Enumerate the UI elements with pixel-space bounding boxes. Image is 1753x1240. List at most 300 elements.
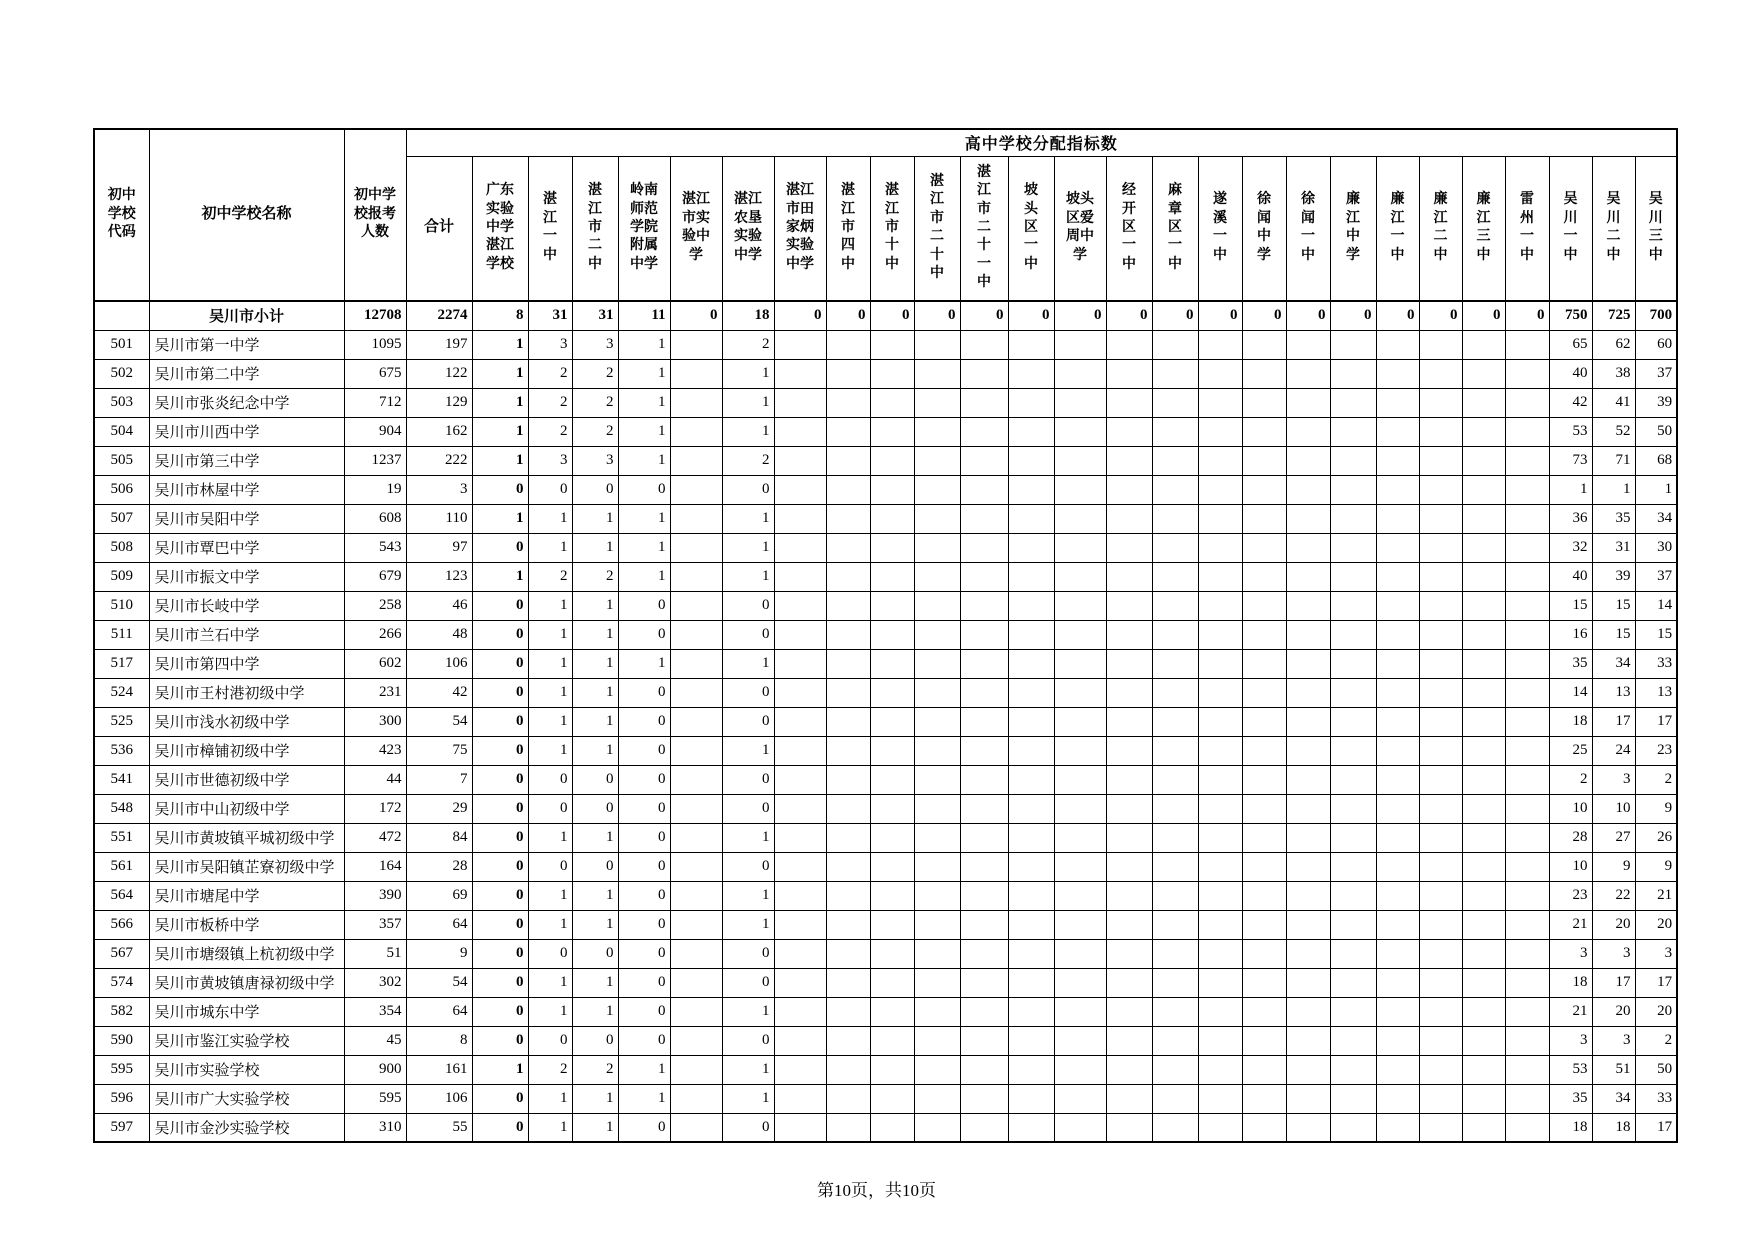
quota-cell [960, 823, 1008, 852]
quota-cell: 17 [1592, 968, 1635, 997]
school-name-cell: 吴川市林屋中学 [149, 475, 344, 504]
quota-cell [1106, 1113, 1152, 1142]
quota-cell: 0 [618, 678, 670, 707]
quota-cell: 0 [528, 765, 572, 794]
quota-cell: 1 [572, 881, 618, 910]
school-code-cell: 597 [94, 1113, 149, 1142]
quota-cell [1330, 678, 1376, 707]
quota-cell [1106, 1055, 1152, 1084]
quota-cell: 0 [1242, 301, 1286, 330]
quota-cell [1419, 736, 1462, 765]
quota-cell: 0 [1419, 301, 1462, 330]
quota-cell: 60 [1635, 330, 1677, 359]
table-row [94, 1026, 1677, 1055]
quota-cell: 16 [1549, 620, 1592, 649]
quota-cell: 34 [1592, 1084, 1635, 1113]
quota-cell [670, 649, 722, 678]
quota-cell [1152, 359, 1198, 388]
quota-cell [960, 1084, 1008, 1113]
quota-cell [1152, 736, 1198, 765]
quota-cell: 35 [1549, 649, 1592, 678]
quota-cell: 0 [618, 707, 670, 736]
column-header-school [618, 156, 670, 301]
quota-cell [1376, 997, 1419, 1026]
quota-cell: 1 [472, 1055, 528, 1084]
quota-cell: 1 [528, 968, 572, 997]
applicants-cell: 675 [344, 359, 406, 388]
quota-cell: 222 [406, 446, 472, 475]
quota-cell [1008, 504, 1054, 533]
quota-cell [870, 475, 914, 504]
quota-cell [1054, 649, 1106, 678]
school-name-cell: 吴川市实验学校 [149, 1055, 344, 1084]
quota-cell [914, 446, 960, 475]
quota-cell [1505, 562, 1549, 591]
quota-cell [1008, 765, 1054, 794]
quota-cell [1198, 475, 1242, 504]
column-header-school-label: 岭南师范学院附属中学 [630, 183, 658, 272]
quota-cell [1152, 794, 1198, 823]
applicants-cell: 300 [344, 707, 406, 736]
quota-cell: 0 [1376, 301, 1419, 330]
quota-cell [1419, 591, 1462, 620]
column-header-school-label: 吴川一中 [1563, 192, 1578, 263]
quota-cell [1286, 852, 1330, 881]
quota-cell: 1 [572, 533, 618, 562]
quota-cell [1106, 794, 1152, 823]
quota-cell: 18 [1549, 1113, 1592, 1142]
quota-cell: 0 [472, 707, 528, 736]
quota-cell: 0 [572, 794, 618, 823]
quota-cell: 110 [406, 504, 472, 533]
quota-cell [1505, 794, 1549, 823]
quota-cell [870, 939, 914, 968]
quota-cell: 38 [1592, 359, 1635, 388]
quota-cell: 0 [618, 997, 670, 1026]
quota-cell [1152, 562, 1198, 591]
quota-cell [1505, 1113, 1549, 1142]
column-header-school-label: 廉江中学 [1346, 192, 1360, 263]
quota-cell [1106, 620, 1152, 649]
quota-cell [1054, 707, 1106, 736]
quota-cell: 31 [1592, 533, 1635, 562]
school-name-cell: 吴川市吴阳中学 [149, 504, 344, 533]
quota-cell: 25 [1549, 736, 1592, 765]
quota-cell [1462, 823, 1505, 852]
quota-cell [1106, 939, 1152, 968]
quota-cell [774, 765, 826, 794]
quota-cell [1106, 881, 1152, 910]
quota-cell: 700 [1635, 301, 1677, 330]
quota-cell [1286, 823, 1330, 852]
quota-cell [1505, 649, 1549, 678]
quota-cell [670, 446, 722, 475]
quota-cell: 64 [406, 910, 472, 939]
quota-cell [1330, 997, 1376, 1026]
quota-cell [826, 910, 870, 939]
quota-cell [1462, 910, 1505, 939]
quota-cell [1242, 852, 1286, 881]
quota-cell [1152, 707, 1198, 736]
column-header-school-label: 湛江市十中 [885, 183, 899, 272]
quota-cell: 0 [472, 1026, 528, 1055]
quota-cell [1419, 1055, 1462, 1084]
quota-cell [1198, 736, 1242, 765]
quota-cell: 3 [1549, 1026, 1592, 1055]
quota-cell [670, 359, 722, 388]
quota-cell [1054, 1055, 1106, 1084]
quota-cell [826, 649, 870, 678]
quota-cell [1198, 330, 1242, 359]
quota-cell [1008, 678, 1054, 707]
table-row [94, 823, 1677, 852]
quota-cell [870, 678, 914, 707]
quota-cell [1152, 1026, 1198, 1055]
quota-cell: 3 [1592, 939, 1635, 968]
quota-cell: 9 [406, 939, 472, 968]
quota-cell [1419, 968, 1462, 997]
quota-cell [1286, 475, 1330, 504]
school-name-cell: 吴川市第四中学 [149, 649, 344, 678]
quota-cell [826, 794, 870, 823]
column-header-school-label: 廉江一中 [1390, 192, 1405, 263]
quota-cell: 0 [722, 620, 774, 649]
quota-cell: 0 [472, 794, 528, 823]
quota-cell [1242, 997, 1286, 1026]
applicants-cell: 51 [344, 939, 406, 968]
quota-cell [1106, 823, 1152, 852]
quota-cell: 0 [618, 1026, 670, 1055]
quota-cell [826, 330, 870, 359]
quota-cell [826, 707, 870, 736]
quota-cell [1419, 794, 1462, 823]
quota-cell: 0 [914, 301, 960, 330]
quota-cell: 2 [528, 562, 572, 591]
quota-cell [1286, 446, 1330, 475]
quota-cell: 32 [1549, 533, 1592, 562]
quota-cell [1198, 852, 1242, 881]
quota-cell [1462, 852, 1505, 881]
quota-cell [826, 591, 870, 620]
quota-cell [1376, 968, 1419, 997]
quota-cell [960, 707, 1008, 736]
quota-cell [774, 736, 826, 765]
column-header-school-label: 湛江市四中 [841, 183, 855, 272]
quota-cell [960, 968, 1008, 997]
quota-cell [826, 446, 870, 475]
quota-cell [1008, 388, 1054, 417]
quota-cell [826, 852, 870, 881]
school-code-cell: 536 [94, 736, 149, 765]
quota-cell [914, 852, 960, 881]
column-header-school-label: 坡头区爱周中学 [1066, 192, 1094, 263]
quota-cell: 0 [572, 1026, 618, 1055]
column-header-school [1152, 156, 1198, 301]
column-header-school [572, 156, 618, 301]
quota-cell: 1 [618, 504, 670, 533]
quota-cell: 1 [722, 359, 774, 388]
quota-cell [1054, 910, 1106, 939]
header-school-name [149, 129, 344, 301]
school-name-cell: 吴川市第三中学 [149, 446, 344, 475]
quota-cell [670, 794, 722, 823]
column-header-school-label: 湛江市田家炳实验中学 [786, 183, 814, 272]
quota-cell: 1 [528, 736, 572, 765]
quota-cell [914, 330, 960, 359]
quota-cell [1198, 707, 1242, 736]
quota-cell [960, 649, 1008, 678]
table-row [94, 417, 1677, 446]
quota-cell [914, 417, 960, 446]
quota-cell [1152, 388, 1198, 417]
quota-cell: 55 [406, 1113, 472, 1142]
quota-cell [1198, 939, 1242, 968]
quota-cell [1152, 968, 1198, 997]
table-row [94, 794, 1677, 823]
quota-cell [774, 707, 826, 736]
quota-cell: 1 [722, 736, 774, 765]
quota-cell [1419, 533, 1462, 562]
quota-cell [1198, 1055, 1242, 1084]
school-name-cell: 吴川市世德初级中学 [149, 765, 344, 794]
quota-cell [1419, 475, 1462, 504]
quota-cell: 46 [406, 591, 472, 620]
quota-cell [1054, 475, 1106, 504]
school-code-cell: 501 [94, 330, 149, 359]
quota-cell: 3 [528, 446, 572, 475]
applicants-cell: 679 [344, 562, 406, 591]
quota-cell: 0 [1152, 301, 1198, 330]
quota-cell [1462, 997, 1505, 1026]
quota-cell: 1 [722, 417, 774, 446]
quota-cell [1008, 562, 1054, 591]
quota-cell [1198, 997, 1242, 1026]
quota-cell: 0 [722, 852, 774, 881]
quota-cell [1286, 968, 1330, 997]
quota-cell [1286, 649, 1330, 678]
quota-cell [1330, 533, 1376, 562]
quota-cell [1242, 678, 1286, 707]
quota-cell [914, 707, 960, 736]
quota-cell [1054, 997, 1106, 1026]
quota-cell [1198, 1084, 1242, 1113]
applicants-cell: 900 [344, 1055, 406, 1084]
column-header-school [1462, 156, 1505, 301]
quota-cell: 11 [618, 301, 670, 330]
quota-cell: 0 [618, 591, 670, 620]
quota-cell [870, 1055, 914, 1084]
quota-cell [1330, 475, 1376, 504]
quota-cell [670, 736, 722, 765]
quota-cell: 2 [1635, 765, 1677, 794]
quota-cell: 1 [572, 1084, 618, 1113]
quota-cell [1286, 562, 1330, 591]
quota-cell: 54 [406, 707, 472, 736]
quota-cell: 1 [572, 678, 618, 707]
quota-cell: 1 [572, 910, 618, 939]
quota-cell [826, 562, 870, 591]
quota-cell [774, 910, 826, 939]
quota-cell: 39 [1635, 388, 1677, 417]
quota-cell: 0 [722, 968, 774, 997]
quota-cell: 1 [572, 620, 618, 649]
quota-cell [960, 1055, 1008, 1084]
school-name-cell: 吴川市川西中学 [149, 417, 344, 446]
quota-cell: 0 [572, 765, 618, 794]
quota-cell: 0 [472, 939, 528, 968]
quota-cell [914, 649, 960, 678]
quota-cell [1376, 794, 1419, 823]
quota-allocation-table [93, 128, 1678, 1143]
quota-cell [1286, 1055, 1330, 1084]
quota-cell [960, 765, 1008, 794]
quota-cell: 1 [528, 881, 572, 910]
school-name-cell: 吴川市兰石中学 [149, 620, 344, 649]
quota-cell [1008, 620, 1054, 649]
quota-cell [1054, 823, 1106, 852]
quota-cell [1330, 388, 1376, 417]
quota-cell [826, 620, 870, 649]
quota-cell [826, 997, 870, 1026]
quota-cell [1106, 852, 1152, 881]
quota-cell: 15 [1635, 620, 1677, 649]
quota-cell [826, 1084, 870, 1113]
quota-cell: 41 [1592, 388, 1635, 417]
quota-cell: 2 [572, 562, 618, 591]
quota-cell [1054, 388, 1106, 417]
quota-cell [1054, 968, 1106, 997]
quota-cell [1106, 562, 1152, 591]
quota-cell: 7 [406, 765, 472, 794]
header-school-code-label: 初中学校代码 [107, 188, 136, 241]
quota-cell [1505, 417, 1549, 446]
quota-cell: 84 [406, 823, 472, 852]
quota-cell: 1 [472, 330, 528, 359]
table-row [94, 591, 1677, 620]
applicants-cell: 423 [344, 736, 406, 765]
quota-cell [1198, 417, 1242, 446]
quota-cell [1106, 417, 1152, 446]
school-name-cell: 吴川市浅水初级中学 [149, 707, 344, 736]
quota-cell [670, 939, 722, 968]
quota-cell: 0 [472, 736, 528, 765]
column-header-school [1242, 156, 1286, 301]
quota-cell [1330, 562, 1376, 591]
quota-cell: 1 [618, 533, 670, 562]
applicants-cell: 1095 [344, 330, 406, 359]
quota-cell: 122 [406, 359, 472, 388]
quota-cell: 33 [1635, 649, 1677, 678]
quota-cell [1008, 736, 1054, 765]
quota-cell [1505, 997, 1549, 1026]
quota-cell [1242, 794, 1286, 823]
quota-cell [1462, 388, 1505, 417]
quota-cell [1242, 707, 1286, 736]
school-name-cell: 吴川市鉴江实验学校 [149, 1026, 344, 1055]
quota-cell: 1 [528, 591, 572, 620]
quota-cell [1330, 910, 1376, 939]
quota-cell [1106, 504, 1152, 533]
quota-cell [1106, 1026, 1152, 1055]
quota-cell [1330, 446, 1376, 475]
quota-cell: 31 [528, 301, 572, 330]
quota-cell: 0 [870, 301, 914, 330]
quota-cell [960, 417, 1008, 446]
quota-cell [1008, 968, 1054, 997]
quota-cell [1462, 794, 1505, 823]
quota-cell: 106 [406, 1084, 472, 1113]
quota-cell [870, 1084, 914, 1113]
quota-cell [914, 794, 960, 823]
quota-cell [1330, 504, 1376, 533]
applicants-cell: 231 [344, 678, 406, 707]
quota-cell: 0 [472, 765, 528, 794]
quota-cell [774, 533, 826, 562]
quota-cell: 1 [472, 446, 528, 475]
quota-cell [670, 1113, 722, 1142]
column-header-school-label: 湛江市二十中 [930, 173, 944, 282]
quota-cell: 40 [1549, 562, 1592, 591]
quota-cell [774, 1055, 826, 1084]
quota-cell [774, 649, 826, 678]
school-code-cell: 502 [94, 359, 149, 388]
quota-cell [1376, 765, 1419, 794]
quota-cell [960, 388, 1008, 417]
quota-cell: 1 [528, 910, 572, 939]
column-header-school-label: 吴川二中 [1606, 192, 1621, 263]
table-row [94, 1113, 1677, 1142]
quota-cell: 0 [472, 852, 528, 881]
quota-cell [1505, 910, 1549, 939]
column-header-school-label: 廉江三中 [1476, 192, 1491, 263]
school-name-cell: 吴川市覃巴中学 [149, 533, 344, 562]
quota-cell: 0 [722, 1026, 774, 1055]
quota-cell: 1 [528, 504, 572, 533]
quota-cell: 129 [406, 388, 472, 417]
quota-cell [1054, 765, 1106, 794]
quota-cell [960, 475, 1008, 504]
quota-cell: 0 [472, 475, 528, 504]
quota-cell [960, 359, 1008, 388]
quota-cell [960, 794, 1008, 823]
quota-cell: 0 [722, 591, 774, 620]
quota-cell: 17 [1592, 707, 1635, 736]
quota-cell [1198, 968, 1242, 997]
applicants-cell: 712 [344, 388, 406, 417]
quota-cell: 64 [406, 997, 472, 1026]
quota-cell: 1 [722, 562, 774, 591]
quota-cell: 14 [1635, 591, 1677, 620]
quota-cell: 21 [1635, 881, 1677, 910]
column-header-school [1505, 156, 1549, 301]
quota-cell [1286, 794, 1330, 823]
quota-cell: 34 [1635, 504, 1677, 533]
quota-cell: 3 [1592, 1026, 1635, 1055]
quota-cell [774, 446, 826, 475]
table-row [94, 388, 1677, 417]
quota-cell [870, 1026, 914, 1055]
quota-cell: 18 [1549, 968, 1592, 997]
quota-cell: 3 [572, 330, 618, 359]
quota-cell [914, 736, 960, 765]
quota-cell: 2 [1549, 765, 1592, 794]
quota-cell [1286, 736, 1330, 765]
quota-cell: 10 [1592, 794, 1635, 823]
quota-cell: 0 [1330, 301, 1376, 330]
quota-cell: 9 [1592, 852, 1635, 881]
quota-cell: 2 [1635, 1026, 1677, 1055]
quota-cell: 39 [1592, 562, 1635, 591]
